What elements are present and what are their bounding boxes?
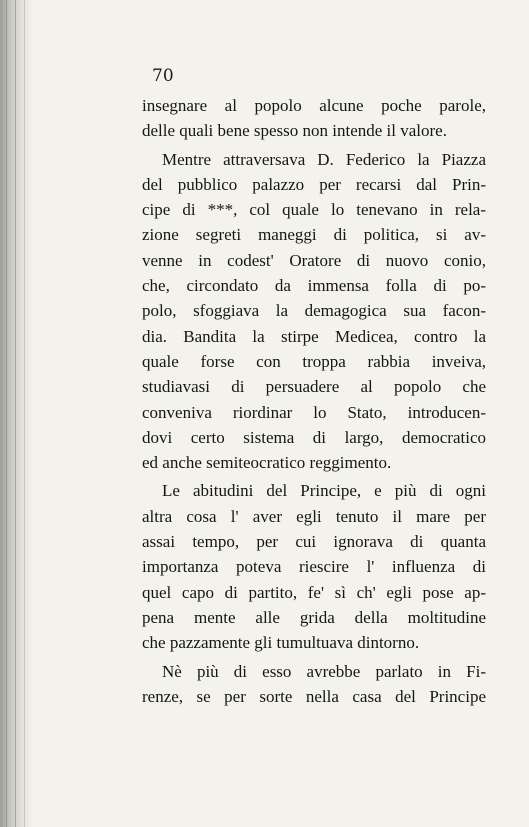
text-line: che pazzamente gli tumultuava dintorno.	[142, 633, 420, 653]
paragraph	[142, 147, 486, 476]
text-line: dia. Bandita la stirpe Medicea, contro la	[142, 326, 486, 346]
paragraph	[142, 478, 486, 655]
text-line: assai tempo, per cui ignorava di quanta	[142, 532, 486, 552]
body-text	[142, 93, 486, 709]
binding-line	[15, 0, 16, 827]
text-line: ed anche semiteocratico reggimento.	[142, 453, 392, 473]
text-line: Nè più di esso avrebbe parlato in Fi-	[162, 661, 486, 681]
text-line: delle quali bene spesso non intende il valore.	[142, 121, 447, 141]
text-line: insegnare al popolo alcune poche parole,	[142, 96, 486, 115]
text-line: Mentre attraversava D. Federico la Piazza	[162, 149, 486, 169]
text-line: dovi certo sistema di largo, democratico	[142, 427, 486, 447]
text-line: che, circondato da immensa folla di po-	[142, 276, 486, 296]
paragraph	[142, 659, 486, 710]
text-line: quel capo di partito, fe' sì ch' egli pose ap-	[142, 582, 486, 602]
text-line: quale forse con troppa rabbia inveiva,	[142, 351, 486, 371]
binding-line	[24, 0, 25, 827]
paragraph	[142, 93, 486, 144]
text-line: venne in codest' Oratore di nuovo conio,	[142, 250, 486, 270]
text-line: zione segreti maneggi di politica, si av-	[142, 225, 486, 245]
text-line: studiavasi di persuadere al popolo che	[142, 377, 486, 397]
text-line: renze, se per sorte nella casa del Principe	[142, 686, 486, 706]
text-line: polo, sfoggiava la demagogica sua facon-	[142, 301, 486, 321]
binding-line	[6, 0, 7, 827]
text-line: cipe di ***, col quale lo tenevano in rela-	[142, 200, 486, 220]
text-line: conveniva riordinar lo Stato, introducen-	[142, 402, 486, 422]
text-line: importanza poteva riescire l' influenza di	[142, 557, 486, 577]
page-number: 70	[152, 66, 174, 86]
text-line: pena mente alle grida della moltitudine	[142, 607, 486, 627]
text-line: altra cosa l' aver egli tenuto il mare per	[142, 506, 486, 526]
text-line: del pubblico palazzo per recarsi dal Prin-	[142, 174, 486, 194]
text-line: Le abitudini del Principe, e più di ogni	[162, 481, 486, 501]
